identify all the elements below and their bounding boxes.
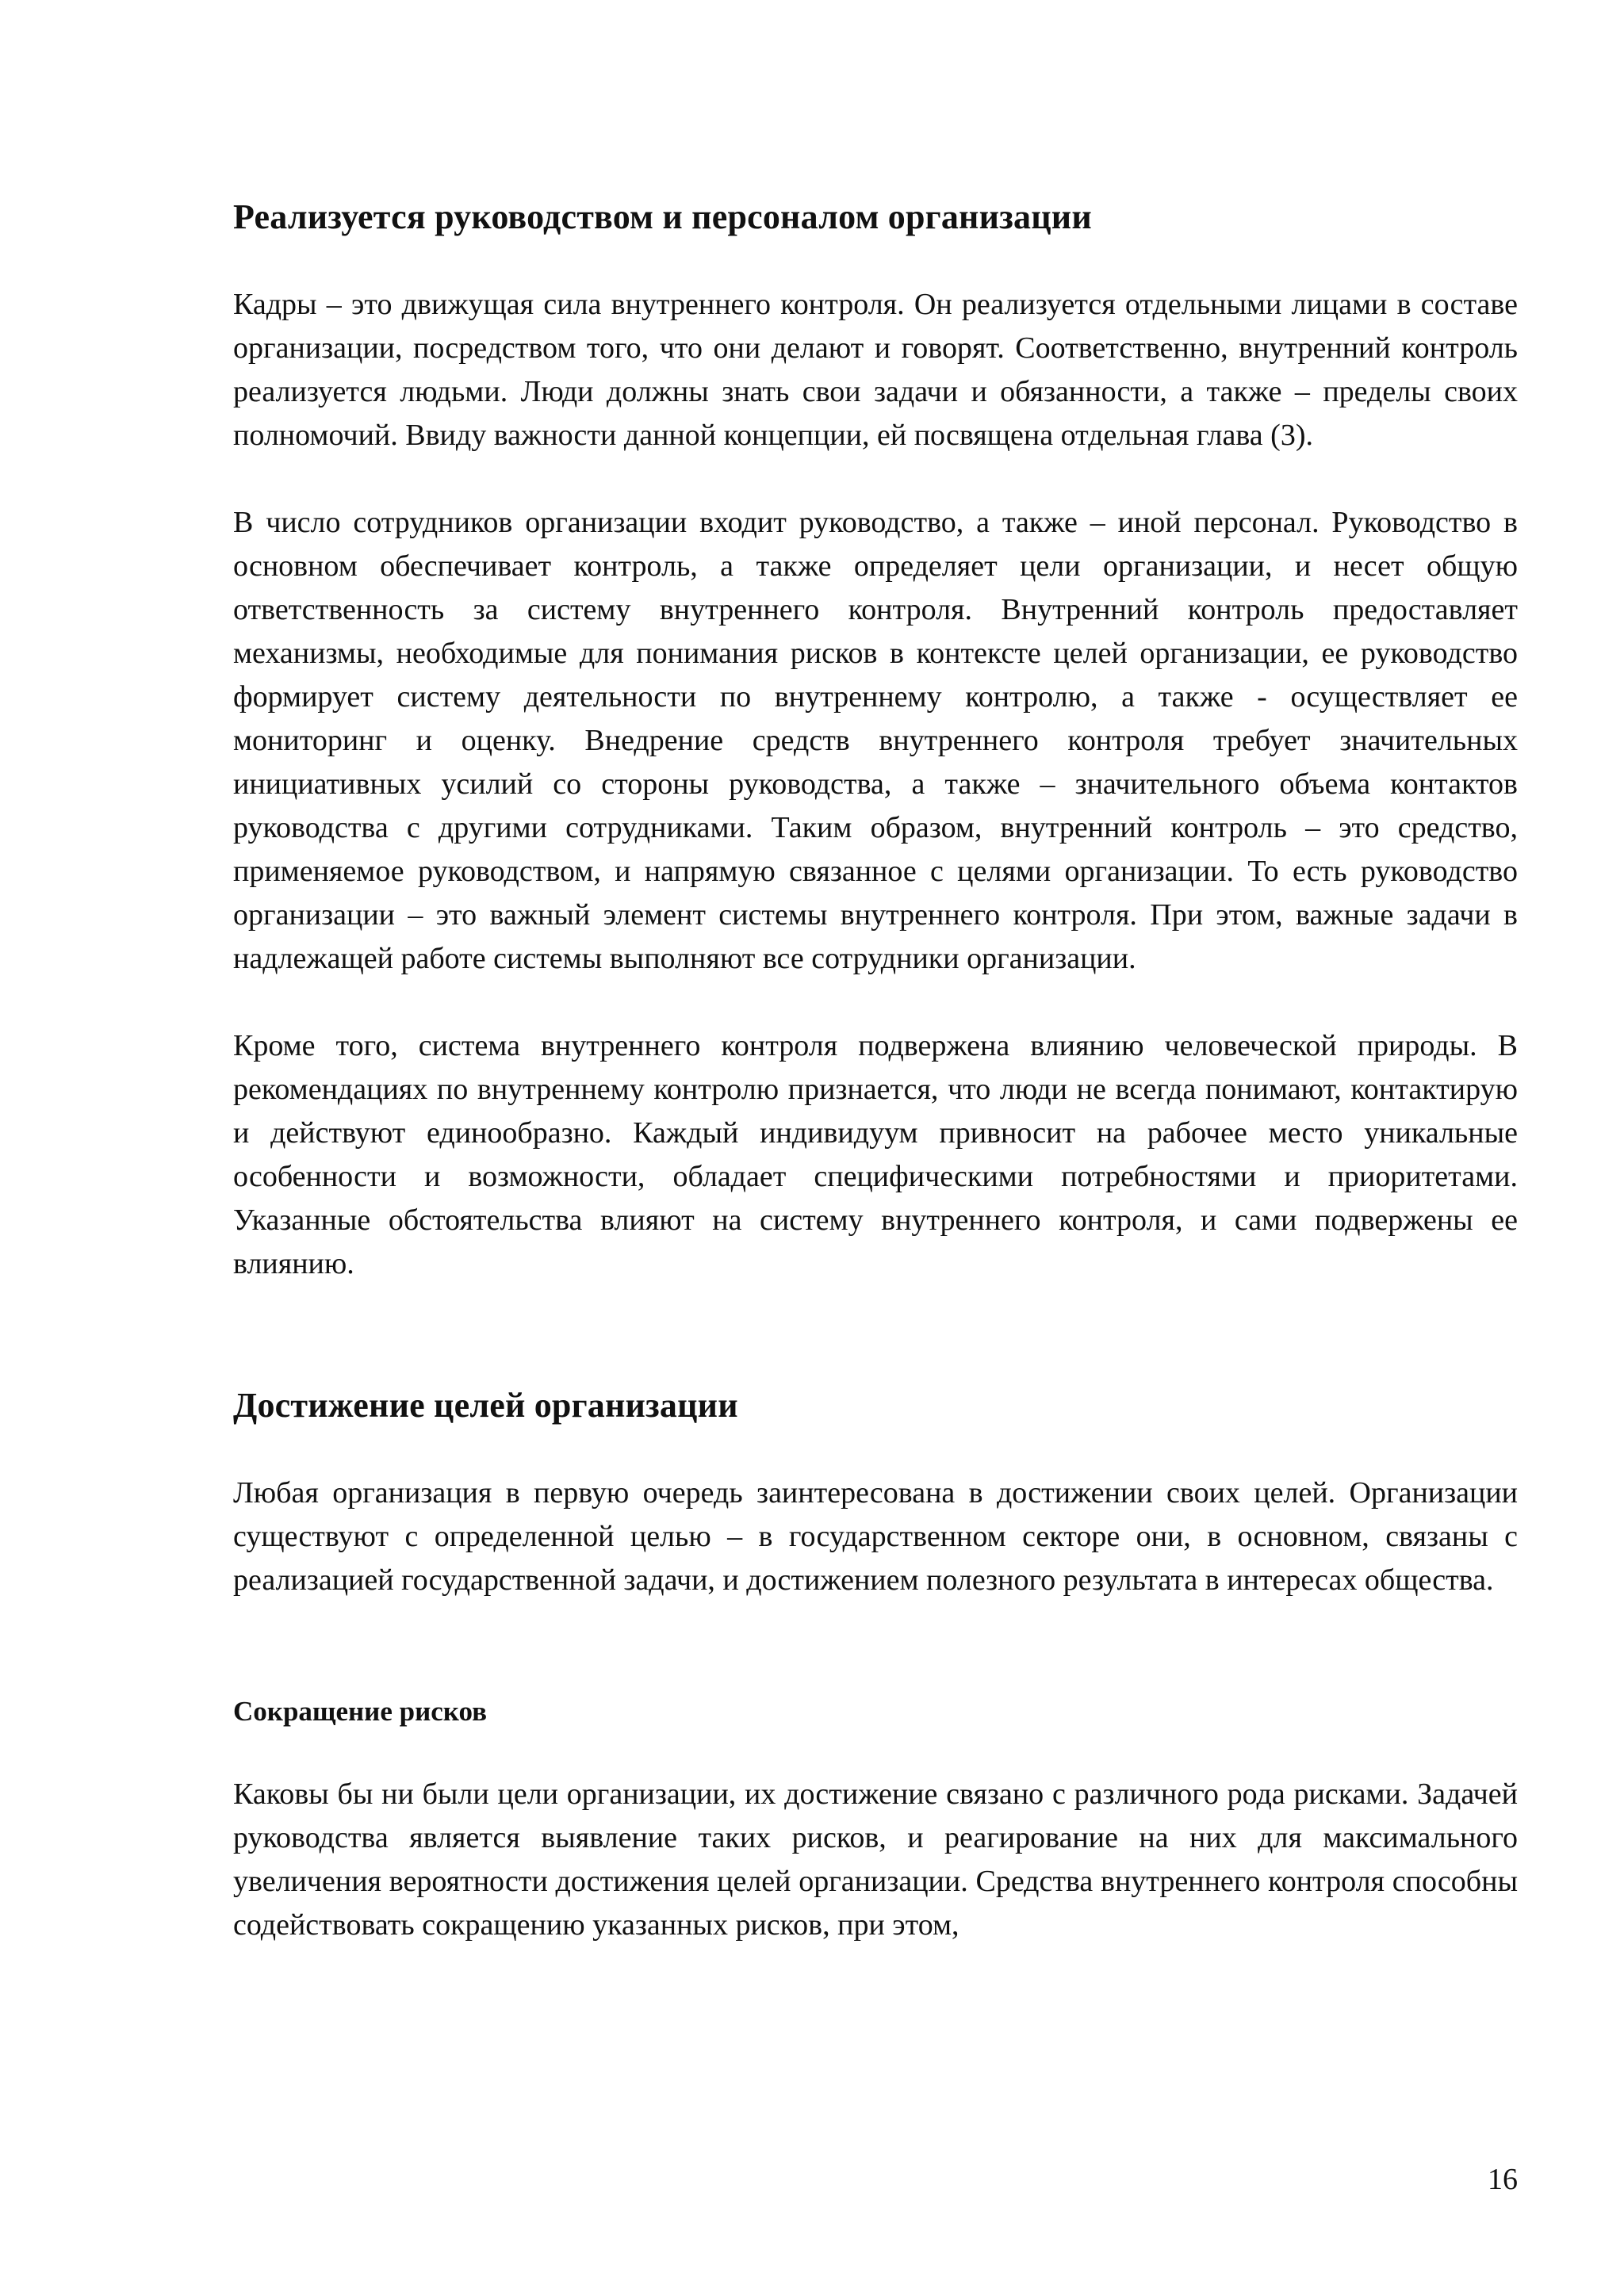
subsection-title-risks: Сокращение рисков xyxy=(233,1695,488,1727)
page-number: 16 xyxy=(1488,2163,1518,2196)
paragraph-personnel-3: Кроме того, система внутреннего контроля подвержена влиянию человеческой природы. В рекомендациях по внутреннему контролю признается, что люди не всегда понимают, контактирую и действуют единообразно. Каждый индивидуум привносит на рабочее место уникальные особенности и возможности, обладает специфическими потребностями и приоритетами. Указанные обстоятельства влияют на систему внутреннего контроля, и сами подвержены ее влиянию. xyxy=(233,1028,1518,1280)
paragraph-goals-1: Любая организация в первую очередь заинтересована в достижении своих целей. Организации существуют с определенной целью – в государственном секторе они, в основном, связаны с реализацией государственной задачи, и достижением полезного результата в интересах общества. xyxy=(233,1475,1518,1597)
paragraph-risks-1: Каковы бы ни были цели организации, их достижение связано с различного рода рисками. Задачей руководства является выявление таких рисков, и реагирование на них для максимального увеличения вероятности достижения целей организации. Средства внутреннего контроля способны содействовать сокращению указанных рисков, при этом, xyxy=(233,1777,1518,1942)
section-spacer xyxy=(233,1646,1518,1695)
page-content xyxy=(233,197,1518,1991)
paragraph-personnel-2: В число сотрудников организации входит руководство, а также – иной персонал. Руководство в основном обеспечивает контроль, а также определяет цели организации, и несет общую ответственность за систему внутреннего контроля. Внутренний контроль предоставляет механизмы, необходимые для понимания рисков в контексте целей организации, ее руководство формирует систему деятельности по внутреннему контролю, а также - осуществляет ее мониторинг и оценку. Внедрение средств внутреннего контроля требует значительных инициативных усилий со стороны руководства, а также – значительного объема контактов руководства с другими сотрудниками. Таким образом, внутренний контроль – это средство, применяемое руководством, и напрямую связанное с целями организации. То есть руководство организации – это важный элемент системы внутреннего контроля. При этом, важные задачи в надлежащей работе системы выполняют все сотрудники организации. xyxy=(233,505,1518,975)
section-title-personnel: Реализуется руководством и персоналом организации xyxy=(233,197,1092,236)
section-title-goals: Достижение целей организации xyxy=(233,1385,738,1425)
section-spacer xyxy=(233,1330,1518,1385)
paragraph-personnel-1: Кадры – это движущая сила внутреннего контроля. Он реализуется отдельными лицами в составе организации, посредством того, что они делают и говорят. Соответственно, внутренний контроль реализуется людьми. Люди должны знать свои задачи и обязанности, а также – пределы своих полномочий. Ввиду важности данной концепции, ей посвящена отдельная глава (3). xyxy=(233,287,1518,452)
